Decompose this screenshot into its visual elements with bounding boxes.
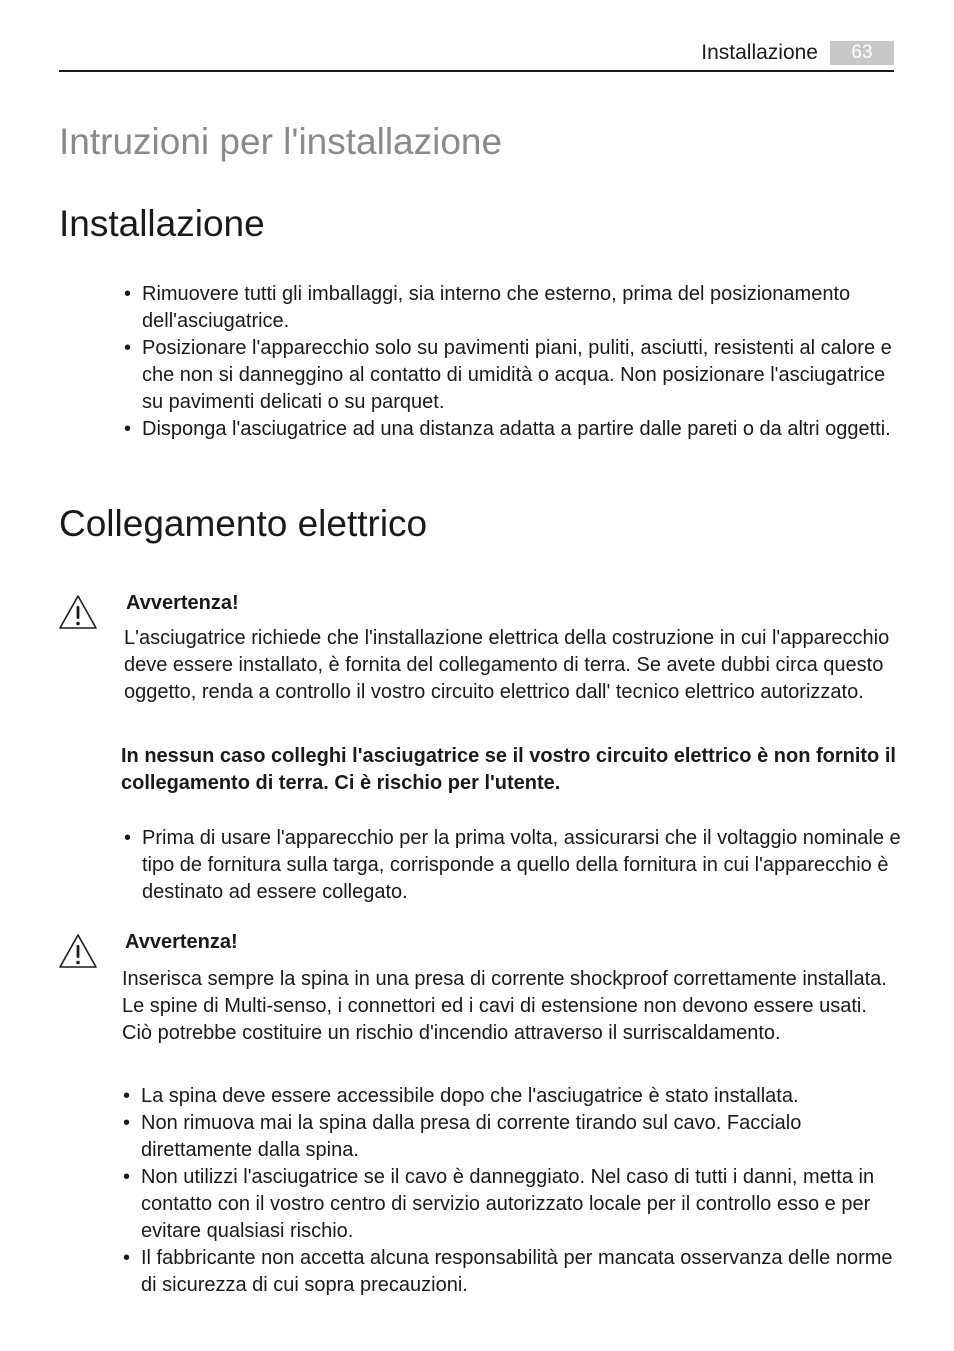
warning-bold-text: In nessun caso colleghi l'asciugatrice se il vostro circuito elettrico è non fornito il collegamento di terra. Ci è rischio per l'utente. — [121, 745, 896, 794]
list-item-text: Non utilizzi l'asciugatrice se il cavo è danneggiato. Nel caso di tutti i danni, metta in contatto con il vostro centro di servizio autorizzato locale per il controllo esso e per evitare qualsiasi rischio. — [141, 1166, 875, 1242]
installazione-list — [122, 281, 902, 443]
list-item — [122, 335, 902, 416]
list-item-text: Il fabbricante non accetta alcuna responsabilità per mancata osservanza delle norme di sicurezza di cui sopra precauzioni. — [141, 1247, 893, 1296]
list-item — [122, 416, 902, 443]
list-item — [121, 1164, 901, 1245]
list-item — [121, 1245, 901, 1299]
list-item-text: Prima di usare l'apparecchio per la prima volta, assicurarsi che il voltaggio nominale e tipo de fornitura sulla targa, corrisponde a quello della fornitura in cui l'apparecchio è destinato ad essere collegato. — [142, 827, 901, 903]
page-header — [59, 38, 894, 72]
page-title: Intruzioni per l'installazione — [59, 121, 503, 162]
warning-title: Avvertenza! — [126, 592, 239, 614]
warning-triangle-icon — [58, 933, 98, 969]
list-item — [122, 825, 902, 906]
bullet-icon: • — [123, 1247, 131, 1269]
list-item — [121, 1110, 901, 1164]
warning-text: L'asciugatrice richiede che l'installazione elettrica della costruzione in cui l'apparecchio deve essere installato, è fornita del collegamento di terra. Se avete dubbi circa questo oggetto, renda a controllo il vostro circuito elettrico dall' tecnico elettrico autorizzato. — [124, 627, 890, 703]
list-item-text: Rimuovere tutti gli imballaggi, sia interno che esterno, prima del posizionamento dell'asciugatrice. — [142, 283, 851, 332]
collegamento-list-b — [121, 1083, 901, 1299]
bullet-icon: • — [124, 418, 132, 440]
page-number: 63 — [830, 41, 894, 65]
list-item-text: La spina deve essere accessibile dopo che l'asciugatrice è stato installata. — [141, 1085, 799, 1107]
list-item-text: Non rimuova mai la spina dalla presa di corrente tirando sul cavo. Faccialo direttamente dalla spina. — [141, 1112, 802, 1161]
list-item — [121, 1083, 901, 1110]
warning-triangle-icon — [58, 594, 98, 630]
installazione-heading: Installazione — [59, 203, 265, 244]
bullet-icon: • — [123, 1085, 131, 1107]
collegamento-list-a — [122, 825, 902, 906]
bullet-icon: • — [124, 827, 132, 849]
list-item-text: Disponga l'asciugatrice ad una distanza adatta a partire dalle pareti o da altri oggetti. — [142, 418, 891, 440]
warning-text: Inserisca sempre la spina in una presa di corrente shockproof correttamente installata. Le spine di Multi-senso, i connettori ed i cavi di estensione non devono essere usati. Ciò potrebbe costituire un rischio d'incendio attraverso il surriscaldamento. — [122, 968, 887, 1044]
bullet-icon: • — [123, 1112, 131, 1134]
bullet-icon: • — [124, 283, 132, 305]
list-item — [122, 281, 902, 335]
bullet-icon: • — [124, 337, 132, 359]
header-section-title: Installazione — [701, 41, 818, 64]
warning-title: Avvertenza! — [125, 931, 238, 953]
bullet-icon: • — [123, 1166, 131, 1188]
collegamento-heading: Collegamento elettrico — [59, 503, 428, 544]
list-item-text: Posizionare l'apparecchio solo su pavimenti piani, puliti, asciutti, resistenti al calore e che non si danneggino al contatto di umidità o acqua. Non posizionare l'asciugatrice su pavimenti delicati o su parquet. — [142, 337, 892, 413]
